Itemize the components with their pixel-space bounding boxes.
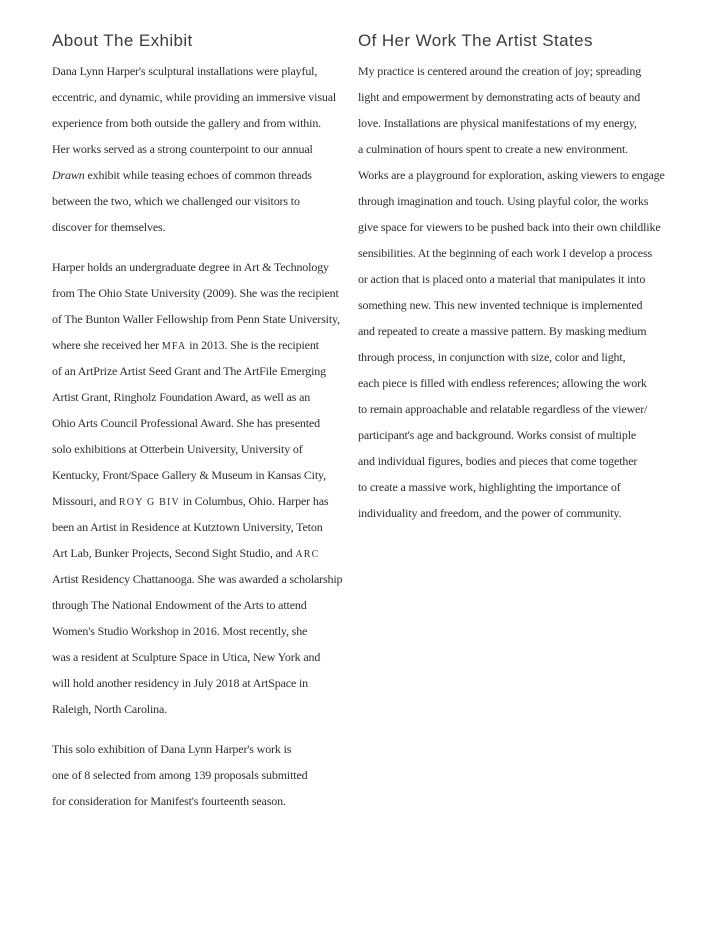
text-segment: in Columbus, Ohio. Harper has <box>179 494 329 508</box>
text-segment: from The Ohio State University (2009). She was the recipient <box>52 286 339 300</box>
text-line <box>52 696 358 722</box>
text-line <box>52 736 358 762</box>
text-segment: Artist Residency Chattanooga. She was awarded a scholarship <box>52 572 343 586</box>
text-segment: been an Artist in Residence at Kutztown University, Teton <box>52 520 323 534</box>
text-line <box>358 58 658 84</box>
text-line <box>358 240 658 266</box>
text-line <box>52 162 358 188</box>
text-line <box>52 136 358 162</box>
text-line <box>52 644 358 670</box>
text-line <box>52 670 358 696</box>
text-segment: Works are a playground for exploration, asking viewers to engage <box>358 168 665 182</box>
text-line <box>52 188 358 214</box>
text-segment: and repeated to create a massive pattern. By masking medium <box>358 324 647 338</box>
text-line <box>52 384 358 410</box>
text-segment: light and empowerment by demonstrating acts of beauty and <box>358 90 641 104</box>
text-segment: love. Installations are physical manifestations of my energy, <box>358 116 637 130</box>
text-line <box>358 162 665 188</box>
text-line <box>358 370 658 396</box>
text-segment: Art Lab, Bunker Projects, Second Sight Studio, and <box>52 546 296 560</box>
text-line <box>52 462 358 488</box>
text-segment: Ohio Arts Council Professional Award. She has presented <box>52 416 320 430</box>
text-segment: of The Bunton Waller Fellowship from Penn State University, <box>52 312 340 326</box>
text-line <box>52 332 358 358</box>
text-line <box>52 514 358 540</box>
two-column-layout <box>52 30 665 814</box>
text-line <box>52 618 358 644</box>
artist-statement-heading: Of Her Work The Artist States <box>358 31 593 50</box>
text-segment: individuality and freedom, and the power of community. <box>358 506 622 520</box>
text-line <box>358 422 658 448</box>
text-line <box>52 592 358 618</box>
text-line <box>358 344 658 370</box>
text-segment: a culmination of hours spent to create a new environment. <box>358 142 629 156</box>
text-segment: where she received her <box>52 338 162 352</box>
text-segment: ARC <box>295 549 320 560</box>
text-segment: something new. This new invented technique is implemented <box>358 298 643 312</box>
text-segment: through process, in conjunction with size, color and light, <box>358 350 626 364</box>
text-segment: MFA <box>161 341 187 352</box>
text-line <box>52 788 358 814</box>
text-line <box>358 474 658 500</box>
text-line <box>52 254 358 280</box>
text-segment: Women's Studio Workshop in 2016. Most recently, she <box>52 624 308 638</box>
text-segment: discover for themselves. <box>52 220 166 234</box>
text-segment: This solo exhibition of Dana Lynn Harper's work is <box>52 742 292 756</box>
text-segment: give space for viewers to be pushed back into their own childlike <box>358 220 661 234</box>
text-line <box>358 110 658 136</box>
text-segment: Dana Lynn Harper's sculptural installations were playful, <box>52 64 318 78</box>
text-segment: through The National Endowment of the Arts to attend <box>52 598 307 612</box>
about-exhibit-heading: About The Exhibit <box>52 31 193 50</box>
paragraphs <box>52 58 358 814</box>
text-line <box>52 110 358 136</box>
paragraph <box>52 58 358 240</box>
text-line <box>358 500 658 526</box>
text-segment: to create a massive work, highlighting the importance of <box>358 480 621 494</box>
text-segment: in 2013. She is the recipient <box>186 338 319 352</box>
text-segment: will hold another residency in July 2018 at ArtSpace in <box>52 676 309 690</box>
text-line <box>52 84 358 110</box>
text-segment: Harper holds an undergraduate degree in Art & Technology <box>52 260 329 274</box>
text-line <box>52 566 358 592</box>
text-segment: and individual figures, bodies and pieces that come together <box>358 454 638 468</box>
text-segment: ROY G BIV <box>118 497 180 508</box>
text-segment: eccentric, and dynamic, while providing an immersive visual <box>52 90 337 104</box>
text-segment: was a resident at Sculpture Space in Utica, New York and <box>52 650 321 664</box>
text-line <box>52 410 358 436</box>
text-line <box>52 488 358 514</box>
column-artist-statement <box>358 30 665 814</box>
text-segment: of an ArtPrize Artist Seed Grant and The ArtFile Emerging <box>52 364 326 378</box>
text-line <box>52 540 358 566</box>
text-segment: one of 8 selected from among 139 proposals submitted <box>52 768 308 782</box>
text-segment: to remain approachable and relatable regardless of the viewer/ <box>358 402 648 416</box>
text-segment: participant's age and background. Works consist of multiple <box>358 428 637 442</box>
text-line <box>52 358 358 384</box>
paragraph <box>52 736 358 814</box>
text-segment: sensibilities. At the beginning of each work I develop a process <box>358 246 652 260</box>
text-segment: between the two, which we challenged our visitors to <box>52 194 300 208</box>
text-segment: Kentucky, Front/Space Gallery & Museum in Kansas City, <box>52 468 326 482</box>
text-segment: Raleigh, North Carolina. <box>52 702 168 716</box>
paragraph <box>358 58 665 526</box>
text-segment: each piece is filled with endless references; allowing the work <box>358 376 647 390</box>
text-line <box>52 280 358 306</box>
text-segment: experience from both outside the gallery and from within. <box>52 116 322 130</box>
text-line <box>358 188 658 214</box>
text-line <box>358 266 658 292</box>
text-line <box>358 318 658 344</box>
text-line <box>52 306 358 332</box>
text-line <box>358 292 658 318</box>
text-segment: My practice is centered around the creation of joy; spreading <box>358 64 642 78</box>
text-line <box>358 396 658 422</box>
text-line <box>358 84 658 110</box>
text-line <box>52 436 358 462</box>
paragraphs <box>358 58 665 526</box>
text-segment: or action that is placed onto a material that manipulates it into <box>358 272 646 286</box>
paragraph <box>52 254 358 722</box>
column-about-the-exhibit <box>52 30 358 814</box>
text-segment: Missouri, and <box>52 494 119 508</box>
text-line <box>52 762 358 788</box>
text-segment: solo exhibitions at Otterbein University, University of <box>52 442 303 456</box>
text-line <box>52 58 358 84</box>
text-segment: Drawn <box>52 168 85 182</box>
text-line <box>358 136 658 162</box>
text-segment: Artist Grant, Ringholz Foundation Award, as well as an <box>52 390 311 404</box>
text-segment: exhibit while teasing echoes of common threads <box>84 168 312 182</box>
text-line <box>358 214 661 240</box>
text-segment: Her works served as a strong counterpoint to our annual <box>52 142 313 156</box>
text-segment: for consideration for Manifest's fourteenth season. <box>52 794 286 808</box>
text-line <box>358 448 658 474</box>
text-line <box>52 214 358 240</box>
text-segment: through imagination and touch. Using playful color, the works <box>358 194 649 208</box>
